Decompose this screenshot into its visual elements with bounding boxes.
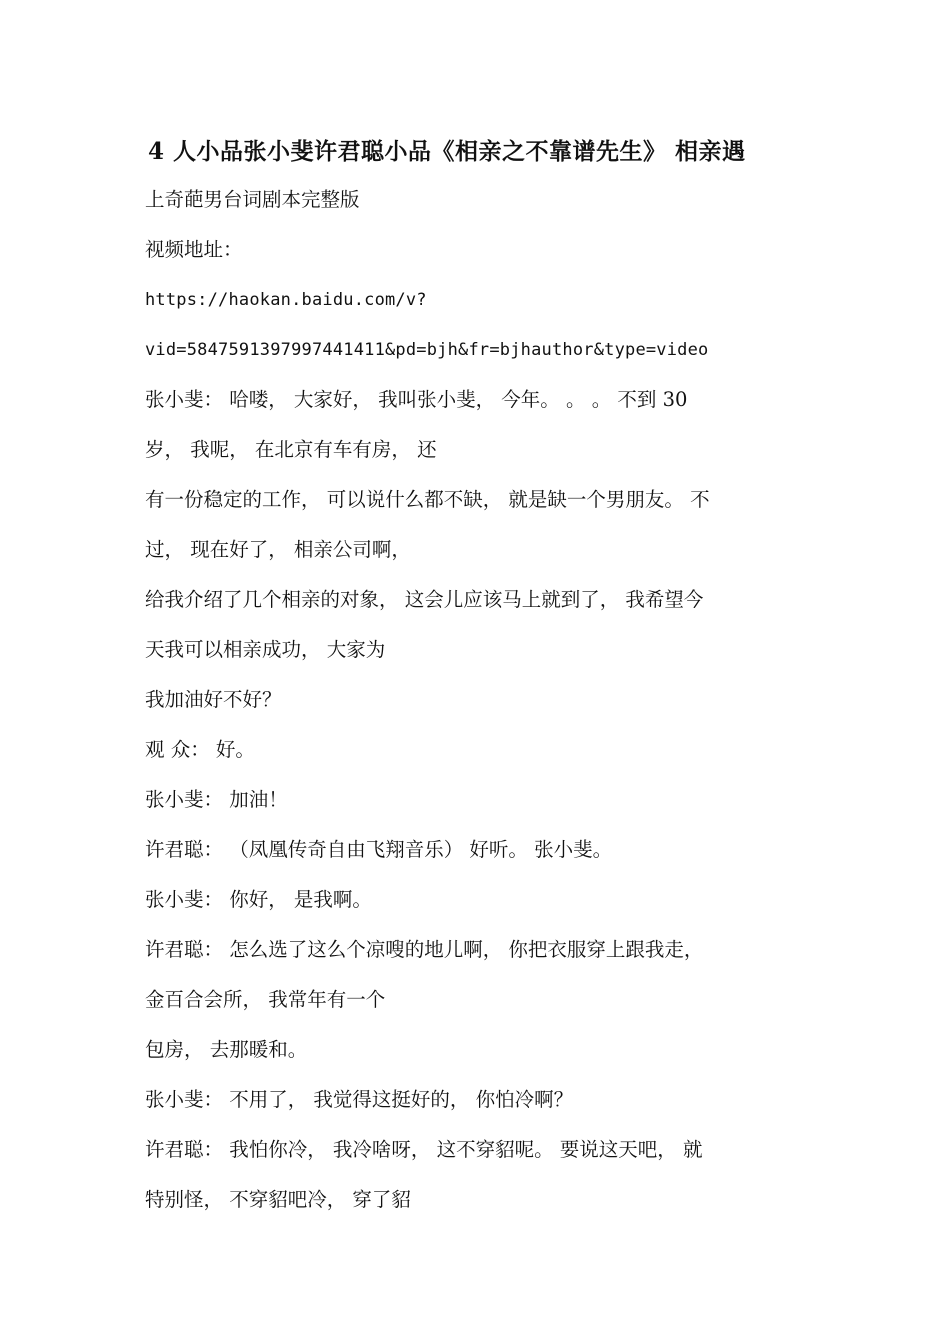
document-title: 4 人小品张小斐许君聪小品《相亲之不靠谱先生》 相亲遇	[148, 138, 746, 165]
text-line: 金百合会所， 我常年有一个	[145, 988, 386, 1011]
text-line: 张小斐： 你好， 是我啊。	[145, 888, 372, 911]
text-line: 岁， 我呢， 在北京有车有房， 还	[145, 438, 437, 461]
text-line: 许君聪： （凤凰传奇自由飞翔音乐） 好听。 张小斐。	[145, 838, 613, 861]
text-line: 包房， 去那暖和。	[145, 1038, 308, 1061]
text-line: 上奇葩男台词剧本完整版	[145, 188, 360, 211]
text-line: 给我介绍了几个相亲的对象， 这会儿应该马上就到了， 我希望今	[145, 588, 704, 611]
text-line: 观 众： 好。	[145, 738, 255, 761]
text-line: 过， 现在好了， 相亲公司啊，	[145, 538, 411, 561]
video-url-line: vid=5847591397997441411&pd=bjh&fr=bjhauthor&type=video	[145, 340, 709, 360]
text-line: 视频地址：	[145, 238, 243, 261]
text-line: 张小斐： 不用了， 我觉得这挺好的， 你怕冷啊？	[145, 1088, 574, 1111]
text-line: 有一份稳定的工作， 可以说什么都不缺， 就是缺一个男朋友。 不	[145, 488, 710, 511]
text-line: 我加油好不好？	[145, 688, 282, 711]
video-url-line: https://haokan.baidu.com/v?	[145, 290, 427, 310]
script-text	[145, 186, 815, 1236]
text-line: 特别怪， 不穿貂吧冷， 穿了貂	[145, 1188, 411, 1211]
text-line: 张小斐： 加油！	[145, 788, 288, 811]
text-line: 张小斐： 哈喽， 大家好， 我叫张小斐， 今年。 。 。 不到 30	[145, 388, 688, 411]
text-line: 许君聪： 我怕你冷， 我冷啥呀， 这不穿貂呢。 要说这天吧， 就	[145, 1138, 703, 1161]
text-line: 天我可以相亲成功， 大家为	[145, 638, 386, 661]
text-line: 许君聪： 怎么选了这么个凉嗖的地儿啊， 你把衣服穿上跟我走，	[145, 938, 704, 961]
